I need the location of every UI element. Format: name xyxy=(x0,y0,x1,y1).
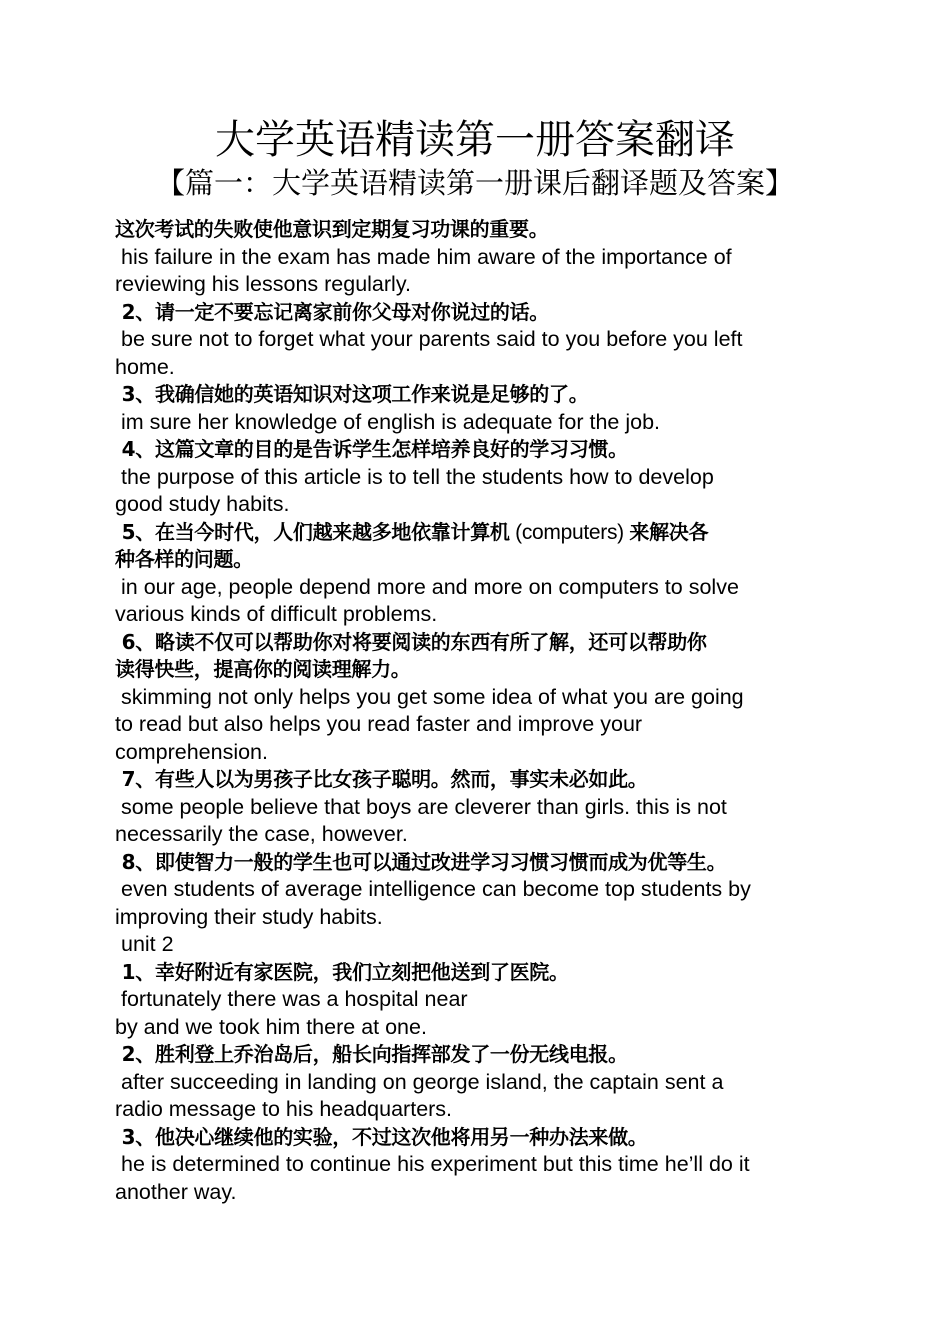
english-translation: reviewing his lessons regularly. xyxy=(115,272,411,296)
english-translation: his failure in the exam has made him aware of the importance of xyxy=(115,244,732,269)
english-translation: in our age, people depend more and more on computers to solve xyxy=(115,574,739,599)
chinese-text: 7、有些人以为男孩子比女孩子聪明。然而，事实未必如此。 xyxy=(115,767,648,791)
chinese-text: 3、他决心继续他的实验，不过这次他将用另一种办法来做。 xyxy=(115,1124,648,1149)
chinese-sentence xyxy=(115,766,850,794)
chinese-text: 3、我确信她的英语知识对这项工作来说是足够的了。 xyxy=(115,382,589,406)
document-title: 大学英语精读第一册答案翻译 xyxy=(215,117,735,163)
chinese-sentence xyxy=(115,959,850,987)
chinese-text: 5、在当今时代，人们越来越多地依靠计算机 xyxy=(115,519,510,544)
chinese-sentence xyxy=(115,546,850,574)
english-translation: radio message to his headquarters. xyxy=(115,1097,453,1121)
english-translation: im sure her knowledge of english is adequate for the job. xyxy=(115,409,661,434)
english-translation: to read but also helps you read faster and improve your xyxy=(115,712,643,736)
chinese-sentence xyxy=(115,519,850,547)
english-translation: good study habits. xyxy=(115,492,290,516)
english-translation: various kinds of difficult problems. xyxy=(115,602,438,626)
chinese-text: 来解决各 xyxy=(629,519,709,544)
chinese-text: 8、即使智力一般的学生也可以通过改进学习习惯习惯而成为优等生。 xyxy=(115,849,727,874)
english-translation: improving their study habits. xyxy=(115,904,383,929)
english-translation: be sure not to forget what your parents said to you before you left xyxy=(115,327,743,351)
inline-english-term: (computers) xyxy=(509,520,630,544)
chinese-sentence xyxy=(115,436,850,464)
chinese-text: 6、略读不仅可以帮助你对将要阅读的东西有所了解，还可以帮助你 xyxy=(115,629,707,654)
english-translation: necessarily the case, however. xyxy=(115,822,408,846)
chinese-sentence xyxy=(115,299,850,327)
english-translation: another way. xyxy=(115,1179,237,1204)
chinese-text: 4、这篇文章的目的是告诉学生怎样培养良好的学习习惯。 xyxy=(115,437,628,461)
chinese-text: 2、请一定不要忘记离家前你父母对你说过的话。 xyxy=(115,299,549,324)
chinese-text: 1、幸好附近有家医院，我们立刻把他送到了医院。 xyxy=(115,959,569,984)
chinese-sentence xyxy=(115,849,850,877)
chinese-text: 2、胜利登上乔治岛后，船长向指挥部发了一份无线电报。 xyxy=(115,1042,628,1066)
chinese-sentence xyxy=(115,1124,850,1152)
english-translation: fortunately there was a hospital near xyxy=(115,987,468,1011)
chinese-text: 读得快些，提高你的阅读理解力。 xyxy=(115,657,411,681)
chinese-sentence xyxy=(115,629,850,657)
english-translation: home. xyxy=(115,354,175,379)
english-translation: after succeeding in landing on george island, the captain sent a xyxy=(115,1069,724,1094)
english-translation: he is determined to continue his experiment but this time he’ll do it xyxy=(115,1152,750,1176)
chinese-text: 这次考试的失败使他意识到定期复习功课的重要。 xyxy=(115,217,549,241)
translation-list xyxy=(115,216,850,1206)
english-translation: the purpose of this article is to tell the students how to develop xyxy=(115,464,714,489)
chinese-sentence xyxy=(115,381,850,409)
english-translation: even students of average intelligence can become top students by xyxy=(115,877,751,901)
english-translation: by and we took him there at one. xyxy=(115,1014,427,1039)
chinese-sentence xyxy=(115,1041,850,1069)
english-translation: unit 2 xyxy=(115,932,174,956)
chinese-sentence xyxy=(115,216,850,244)
chinese-sentence xyxy=(115,656,850,684)
english-translation: skimming not only helps you get some idea of what you are going xyxy=(115,684,744,709)
chinese-text: 种各样的问题。 xyxy=(115,547,253,571)
english-translation: comprehension. xyxy=(115,739,268,764)
document-subtitle: 【篇一：大学英语精读第一册课后翻译题及答案】 xyxy=(155,166,794,200)
english-translation: some people believe that boys are cleverer than girls. this is not xyxy=(115,794,727,819)
